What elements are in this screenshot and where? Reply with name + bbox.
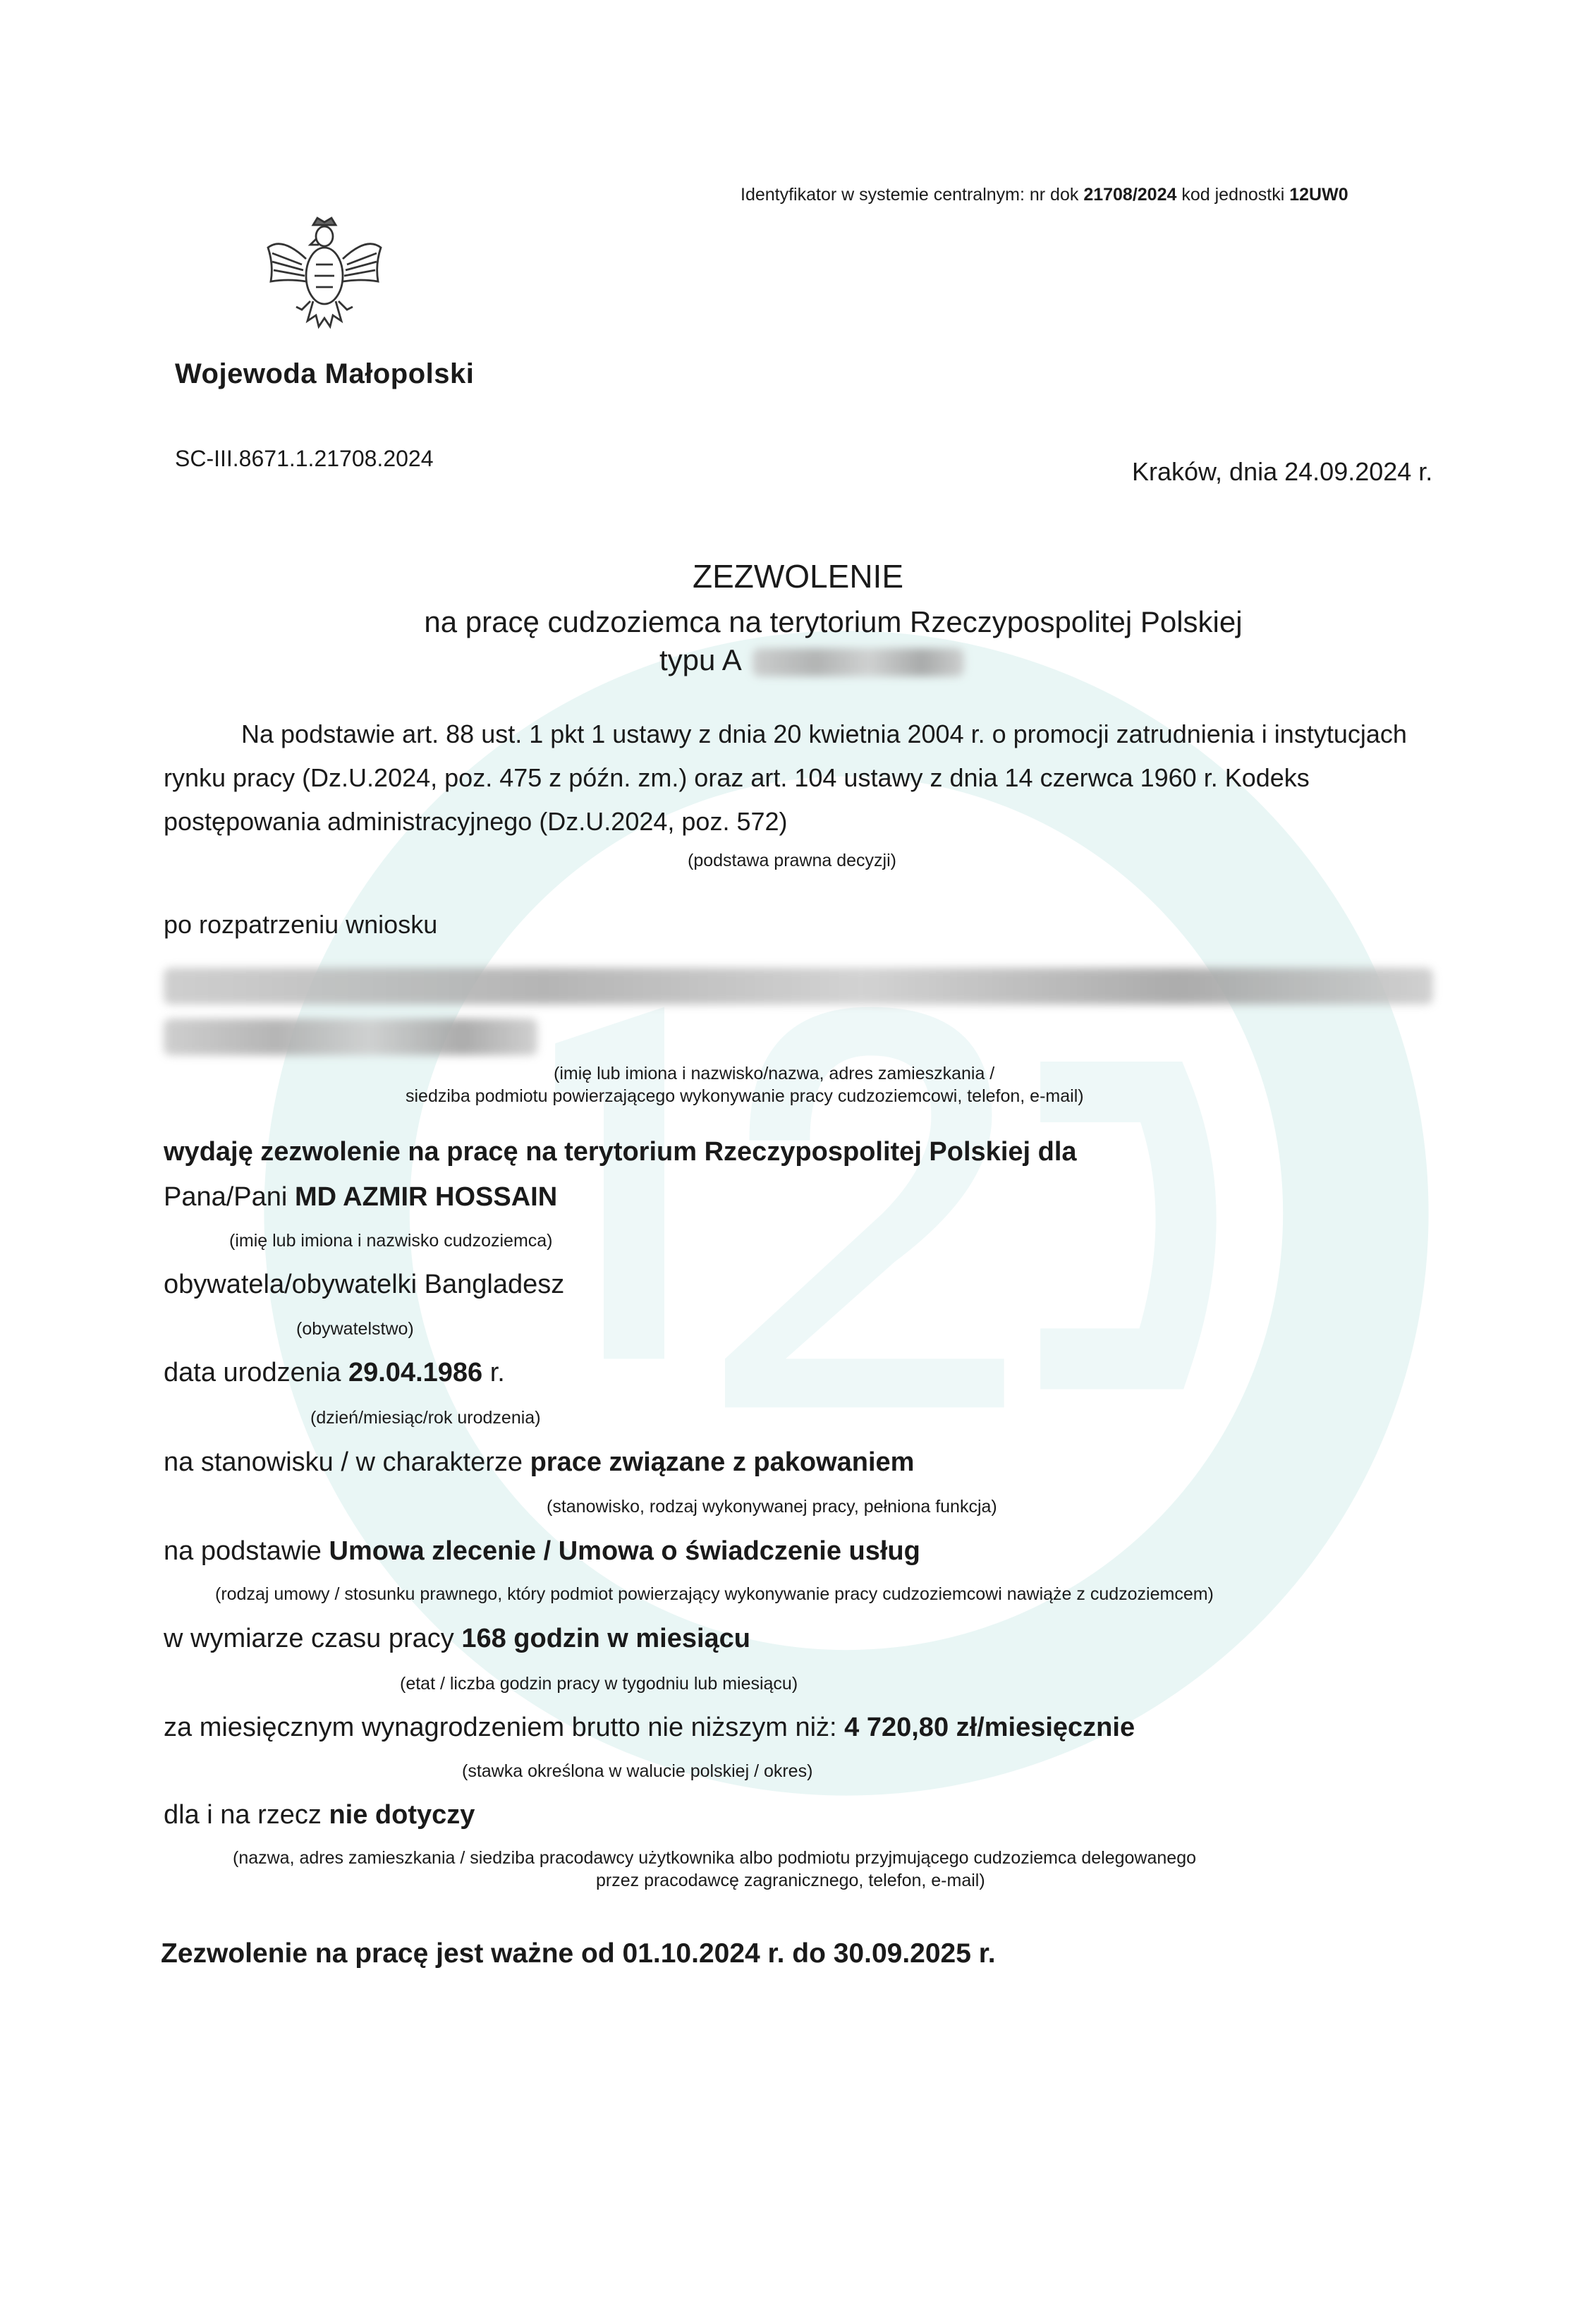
document-number: 21708/2024 bbox=[1083, 185, 1177, 205]
redacted-applicant-line-2 bbox=[164, 1019, 537, 1055]
on-behalf-caption-line-1: (nazwa, adres zamieszkania / siedziba pracodawcy użytkownika albo podmiotu przyjmującego cudzoziemca delegowanego bbox=[233, 1848, 1197, 1868]
legal-basis-caption: (podstawa prawna decyzji) bbox=[688, 851, 896, 870]
decision-line bbox=[164, 1137, 1077, 1167]
identifier-prefix: Identyfikator w systemie centralnym: nr dok bbox=[741, 185, 1079, 205]
citizenship-line bbox=[164, 1270, 564, 1300]
legal-basis-text: Na podstawie art. 88 ust. 1 pkt 1 ustawy z dnia 20 kwietnia 2004 r. o promocji zatrudnienia i instytucjach rynku pracy (Dz.U.2024, poz. 475 z późn. zm.) oraz art. 104 ustawy z dnia 14 czerwca 1960 r. Kodeks postępowania administracyjnego (Dz.U.2024, poz. 572) bbox=[164, 719, 1407, 836]
white-eagle-emblem-icon bbox=[254, 208, 395, 349]
document-subtitle: na pracę cudzoziemca na terytorium Rzeczypospolitej Polskiej bbox=[424, 605, 1243, 638]
salary-caption: (stawka określona w walucie polskiej / okres) bbox=[462, 1761, 813, 1781]
foreigner-name-caption: (imię lub imiona i nazwisko cudzoziemca) bbox=[229, 1231, 553, 1251]
contract-label: na podstawie bbox=[164, 1536, 322, 1566]
salary-line bbox=[164, 1713, 1135, 1743]
on-behalf-value: nie dotyczy bbox=[329, 1800, 475, 1830]
document-title: ZEZWOLENIE bbox=[692, 558, 904, 595]
validity-statement: Zezwolenie na pracę jest ważne od 01.10.2024 r. do 30.09.2025 r. bbox=[161, 1938, 996, 1969]
salary-value: 4 720,80 zł/miesięcznie bbox=[844, 1713, 1135, 1742]
contract-value: Umowa zlecenie / Umowa o świadczenie usług bbox=[329, 1536, 920, 1566]
on-behalf-label: dla i na rzecz bbox=[164, 1800, 322, 1830]
applicant-caption-line-2: siedziba podmiotu powierzającego wykonywanie pracy cudzoziemcowi, telefon, e-mail) bbox=[406, 1086, 1084, 1106]
citizenship-caption: (obywatelstwo) bbox=[296, 1319, 414, 1339]
contract-caption: (rodzaj umowy / stosunku prawnego, który podmiot powierzający wykonywanie pracy cudzoziemcowi nawiąże z cudzoziemcem) bbox=[215, 1584, 1214, 1604]
citizenship-value: Bangladesz bbox=[424, 1270, 565, 1299]
on-behalf-caption-line-2: przez pracodawcę zagranicznego, telefon, e-mail) bbox=[596, 1871, 985, 1890]
contract-line bbox=[164, 1536, 920, 1567]
place-and-date: Kraków, dnia 24.09.2024 r. bbox=[1132, 457, 1433, 486]
working-hours-label: w wymiarze czasu pracy bbox=[164, 1624, 454, 1653]
position-line bbox=[164, 1447, 914, 1478]
central-system-identifier bbox=[741, 185, 1348, 205]
applicant-caption-line-1: (imię lub imiona i nazwisko/nazwa, adres zamieszkania / bbox=[554, 1064, 995, 1083]
birth-date-label: data urodzenia bbox=[164, 1358, 341, 1387]
foreigner-name: MD AZMIR HOSSAIN bbox=[294, 1182, 558, 1212]
name-prefix: Pana/Pani bbox=[164, 1182, 288, 1212]
application-intro: po rozpatrzeniu wniosku bbox=[164, 910, 438, 939]
on-behalf-line bbox=[164, 1800, 475, 1830]
position-label: na stanowisku / w charakterze bbox=[164, 1447, 523, 1477]
permit-type bbox=[659, 643, 964, 677]
redacted-permit-number bbox=[753, 648, 964, 676]
case-reference: SC-III.8671.1.21708.2024 bbox=[175, 446, 434, 471]
unit-code-label: kod jednostki bbox=[1181, 185, 1285, 205]
birth-date-line bbox=[164, 1358, 505, 1388]
foreigner-name-line bbox=[164, 1182, 557, 1213]
issuing-authority: Wojewoda Małopolski bbox=[175, 358, 475, 389]
birth-date-suffix: r. bbox=[489, 1358, 505, 1387]
citizenship-label: obywatela/obywatelki bbox=[164, 1270, 418, 1299]
redacted-applicant-line-1 bbox=[164, 968, 1433, 1004]
birth-date-caption: (dzień/miesiąc/rok urodzenia) bbox=[310, 1408, 541, 1428]
position-value: prace związane z pakowaniem bbox=[530, 1447, 915, 1477]
position-caption: (stanowisko, rodzaj wykonywanej pracy, pełniona funkcja) bbox=[547, 1497, 997, 1517]
working-hours-line bbox=[164, 1624, 750, 1654]
legal-basis bbox=[164, 712, 1468, 844]
birth-date-value: 29.04.1986 bbox=[348, 1358, 483, 1387]
working-hours-caption: (etat / liczba godzin pracy w tygodniu lub miesiącu) bbox=[400, 1674, 798, 1694]
permit-type-label: typu A bbox=[659, 643, 741, 676]
unit-code: 12UW0 bbox=[1289, 185, 1348, 205]
salary-label: za miesięcznym wynagrodzeniem brutto nie niższym niż: bbox=[164, 1713, 837, 1742]
decision-text: wydaję zezwolenie na pracę na terytorium Rzeczypospolitej Polskiej dla bbox=[164, 1137, 1077, 1167]
working-hours-value: 168 godzin w miesiącu bbox=[461, 1624, 751, 1653]
